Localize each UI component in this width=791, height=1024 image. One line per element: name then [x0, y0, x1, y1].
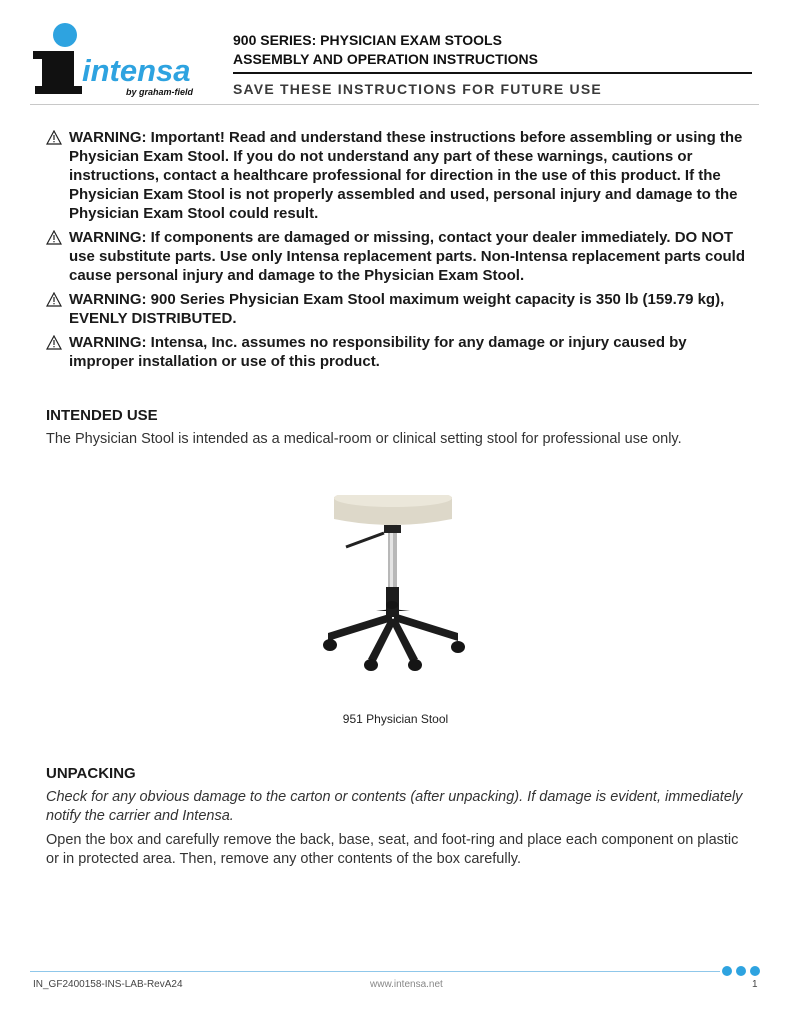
title-line-1: 900 SERIES: PHYSICIAN EXAM STOOLS — [233, 32, 502, 48]
warning-item — [46, 128, 746, 223]
logo-tagline: by graham-field — [126, 87, 194, 97]
warning-text: WARNING: Important! Read and understand these instructions before assembling or using the Physician Exam Stool. If you do not understand any part of these warnings, cautions or instructions, contact a healthcare professional for direction in the use of this product. If the Physician Exam Stool is not properly assembled and used, personal injury and damage to the Physician Exam Stool could result. — [69, 129, 743, 222]
warning-triangle-icon — [46, 130, 62, 145]
logo-wordmark: intensa — [82, 53, 191, 88]
warning-item — [46, 333, 746, 371]
header-divider — [233, 72, 752, 74]
footer-url-link[interactable]: www.intensa.net — [370, 979, 443, 990]
warning-triangle-icon — [46, 292, 62, 307]
warning-text: WARNING: If components are damaged or missing, contact your dealer immediately. DO NOT use substitute parts. Use only Intensa replacement parts. Non-Intensa replacement parts could cause personal injury and damage to the Physician Exam Stool. — [69, 229, 746, 284]
warning-triangle-icon — [46, 335, 62, 350]
document-subtitle: SAVE THESE INSTRUCTIONS FOR FUTURE USE — [233, 81, 602, 97]
warning-text: WARNING: 900 Series Physician Exam Stool maximum weight capacity is 350 lb (159.79 kg), EVENLY DISTRIBUTED. — [69, 291, 725, 327]
warning-item — [46, 290, 746, 328]
physician-stool-image — [318, 495, 468, 685]
intended-use-heading: INTENDED USE — [46, 407, 158, 424]
intensa-logo — [30, 20, 210, 100]
warning-text: WARNING: Intensa, Inc. assumes no responsibility for any damage or injury caused by improper installation or use of this product. — [69, 334, 687, 370]
figure-caption: 951 Physician Stool — [342, 712, 449, 726]
footer-rule — [30, 971, 720, 972]
unpacking-text: Open the box and carefully remove the back, base, seat, and foot-ring and place each component on plastic or in protected area. Then, remove any other contents of the box carefully. — [46, 832, 739, 867]
intended-use-text: The Physician Stool is intended as a medical-room or clinical setting stool for professional use only. — [46, 431, 682, 447]
unpacking-heading: UNPACKING — [46, 765, 136, 782]
warnings-list — [46, 128, 746, 376]
footer-dots-icon — [721, 965, 761, 977]
document-id: IN_GF2400158-INS-LAB-RevA24 — [33, 979, 183, 990]
document-title — [233, 31, 538, 69]
title-line-2: ASSEMBLY AND OPERATION INSTRUCTIONS — [233, 51, 538, 67]
unpacking-notice: Check for any obvious damage to the carton or contents (after unpacking). If damage is evident, immediately notify the carrier and Intensa. — [46, 789, 743, 824]
page-number: 1 — [752, 979, 758, 990]
header-bottom-rule — [30, 104, 759, 105]
warning-triangle-icon — [46, 230, 62, 245]
warning-item — [46, 228, 746, 285]
